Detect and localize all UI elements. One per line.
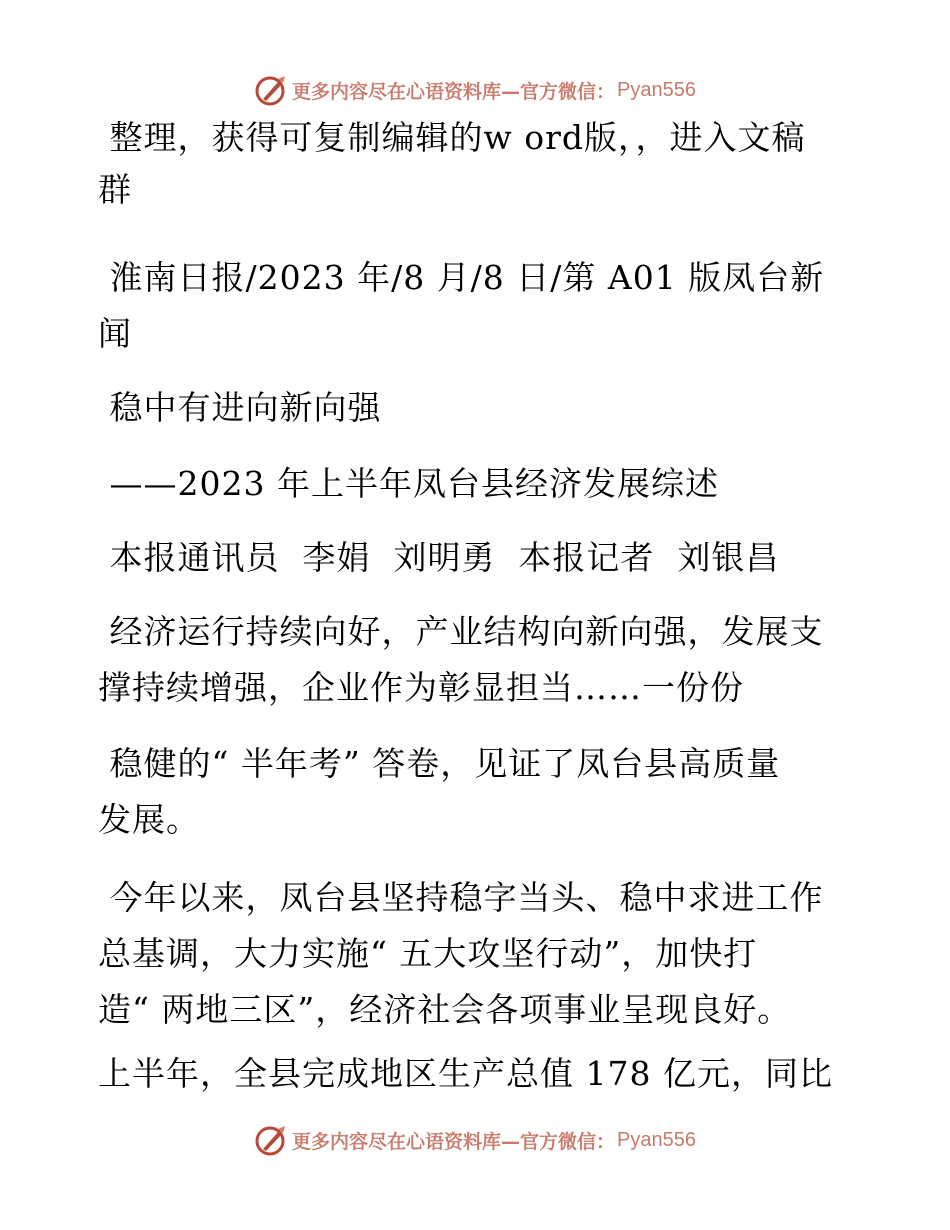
quill-pen-logo-icon (254, 1123, 288, 1157)
text-line: 撑持续增强，企业作为彰显担当……一份份 (98, 668, 744, 707)
text-line: 总基调，大力实施“ 五大攻坚行动”，加快打 (98, 934, 758, 973)
text-line: 经济运行持续向好，产业结构向新向强，发展支 (98, 612, 824, 651)
text-line: 稳健的“ 半年考” 答卷，见证了凤台县高质量 (98, 744, 781, 783)
article-title: 稳中有进向新向强 (98, 388, 382, 427)
text-line: 淮南日报/2023 年/8 月/8 日/第 A01 版凤台新 (98, 258, 825, 297)
watermark-text: 更多内容尽在心语资料库—官方微信： (292, 80, 616, 103)
article-byline: 本报通讯员 李娟 刘明勇 本报记者 刘银昌 (98, 538, 780, 577)
text-line: 上半年，全县完成地区生产总值 178 亿元，同比 (98, 1054, 833, 1093)
text-line: 整理，获得可复制编辑的w ord版，，进入文稿 (98, 118, 806, 157)
header-watermark (0, 70, 950, 110)
text-line: 群 (98, 170, 132, 209)
text-line: 闻 (98, 314, 132, 353)
footer-watermark (0, 1120, 950, 1160)
watermark-id: Pyan556 (617, 1128, 696, 1151)
watermark-text: 更多内容尽在心语资料库—官方微信： (292, 1130, 616, 1153)
text-line: 发展。 (98, 800, 200, 839)
article-subtitle: ——2023 年上半年凤台县经济发展综述 (98, 464, 719, 503)
text-line: 今年以来，凤台县坚持稳字当头、稳中求进工作 (98, 878, 824, 917)
text-line: 造“ 两地三区”，经济社会各项事业呈现良好。 (98, 990, 792, 1029)
quill-pen-logo-icon (254, 73, 288, 107)
watermark-id: Pyan556 (617, 78, 696, 101)
